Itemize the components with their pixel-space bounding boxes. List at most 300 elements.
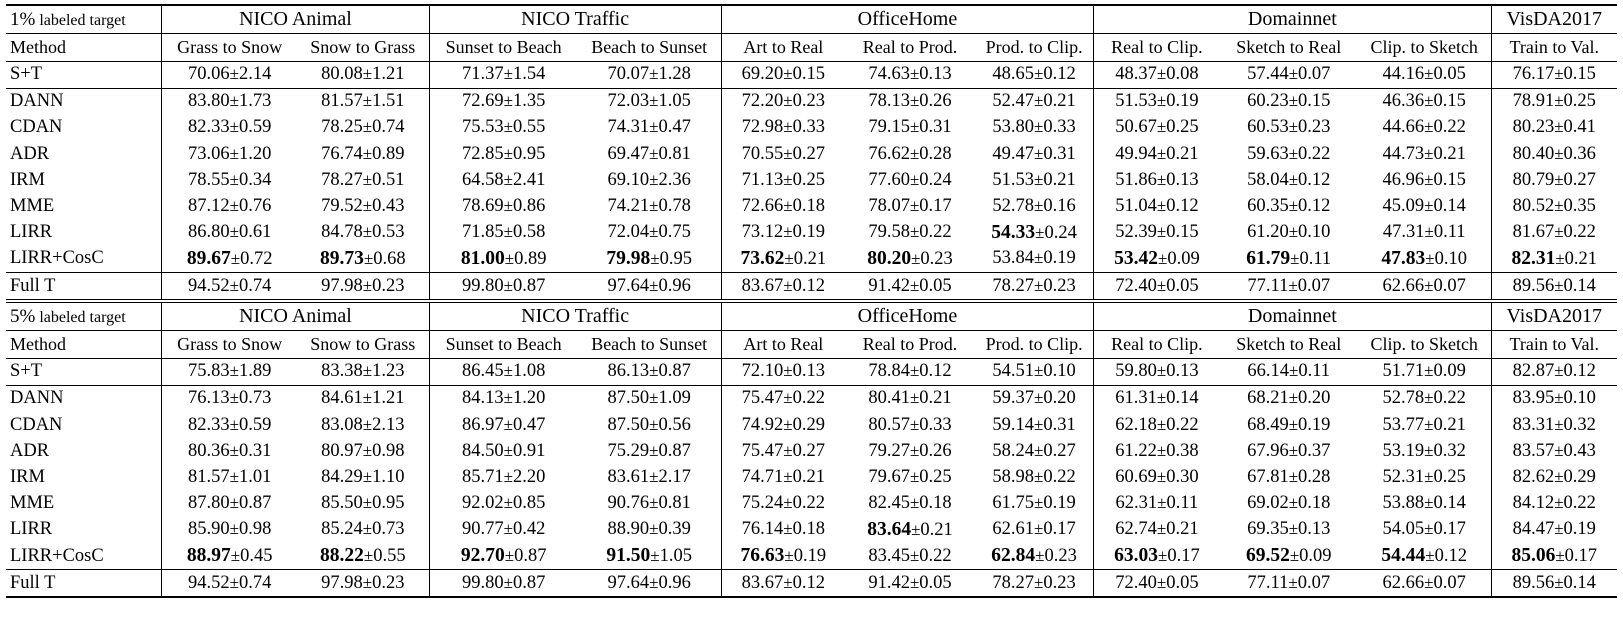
mean-value: 76.14 xyxy=(741,519,784,540)
mean-value: 75.47 xyxy=(741,388,784,409)
result-cell xyxy=(162,412,297,438)
plus-minus-sign: ± xyxy=(230,546,241,566)
plus-minus-sign: ± xyxy=(649,493,659,513)
std-value: 0.72 xyxy=(240,248,273,269)
std-value: 0.22 xyxy=(1433,117,1466,138)
std-value: 0.28 xyxy=(919,143,952,164)
result-cell xyxy=(1220,115,1358,141)
std-value: 1.05 xyxy=(658,91,691,112)
column-header: Beach to Sunset xyxy=(578,331,721,359)
plus-minus-sign: ± xyxy=(650,546,660,566)
std-value: 1.35 xyxy=(512,91,546,112)
mean-value: 84.13 xyxy=(461,388,504,409)
result-cell xyxy=(578,115,721,141)
std-value: 0.24 xyxy=(1044,222,1077,243)
plus-minus-sign: ± xyxy=(649,467,659,487)
result-cell xyxy=(297,543,429,570)
result-cell xyxy=(429,412,578,438)
std-value: 0.87 xyxy=(238,493,272,514)
result-cell xyxy=(975,115,1094,141)
result-cell xyxy=(162,543,297,570)
result-cell xyxy=(162,491,297,517)
std-value: 0.05 xyxy=(1433,64,1466,85)
result-cell xyxy=(297,88,429,115)
result-cell xyxy=(1220,193,1358,219)
result-cell xyxy=(578,358,721,385)
mean-value: 91.42 xyxy=(868,275,910,296)
std-value: 0.23 xyxy=(1043,275,1076,296)
mean-value: 54.05 xyxy=(1382,519,1425,540)
mean-value: 86.45 xyxy=(461,361,504,382)
plus-minus-sign: ± xyxy=(783,169,793,189)
std-value: 0.19 xyxy=(1043,493,1076,514)
result-cell xyxy=(578,220,721,246)
result-cell xyxy=(578,193,721,219)
std-value: 0.27 xyxy=(792,440,825,461)
mean-value: 62.61 xyxy=(992,519,1035,540)
plus-minus-sign: ± xyxy=(783,519,793,539)
std-value: 0.73 xyxy=(372,519,405,540)
std-value: 0.61 xyxy=(238,222,272,243)
mean-value: 83.67 xyxy=(741,572,784,593)
mean-value: 74.63 xyxy=(868,64,910,85)
mean-value: 80.79 xyxy=(1512,169,1555,190)
mean-value: 60.69 xyxy=(1115,467,1157,488)
column-header: Prod. to Clip. xyxy=(975,331,1094,359)
std-value: 0.98 xyxy=(238,519,272,540)
result-cell xyxy=(1220,543,1358,570)
std-value: 0.14 xyxy=(1433,196,1466,217)
mean-value: 83.80 xyxy=(188,91,230,112)
plus-minus-sign: ± xyxy=(362,222,373,242)
result-cell xyxy=(162,385,297,412)
plus-minus-sign: ± xyxy=(1555,546,1565,566)
plus-minus-sign: ± xyxy=(1555,248,1565,268)
mean-value: 61.79 xyxy=(1246,247,1291,269)
result-cell xyxy=(1491,570,1617,598)
plus-minus-sign: ± xyxy=(783,143,793,163)
plus-minus-sign: ± xyxy=(1034,143,1044,163)
std-value: 0.26 xyxy=(919,440,952,461)
result-cell xyxy=(429,220,578,246)
std-value: 0.21 xyxy=(1166,143,1199,164)
mean-value: 72.10 xyxy=(741,361,784,382)
plus-minus-sign: ± xyxy=(1554,467,1564,487)
plus-minus-sign: ± xyxy=(649,275,659,295)
result-cell xyxy=(1358,412,1491,438)
mean-value: 90.77 xyxy=(461,519,504,540)
plus-minus-sign: ± xyxy=(1034,196,1044,216)
mean-value: 52.78 xyxy=(1382,388,1425,409)
mean-value: 45.09 xyxy=(1382,196,1425,217)
result-cell xyxy=(429,570,578,598)
plus-minus-sign: ± xyxy=(1288,222,1299,242)
result-cell xyxy=(429,273,578,302)
std-value: 0.05 xyxy=(919,572,952,593)
method-name: ADR xyxy=(10,440,50,461)
mean-value: 71.85 xyxy=(461,222,504,243)
mean-value: 85.50 xyxy=(321,493,363,514)
table-label xyxy=(6,301,162,331)
plus-minus-sign: ± xyxy=(649,361,659,381)
plus-minus-sign: ± xyxy=(1034,572,1044,592)
plus-minus-sign: ± xyxy=(649,414,659,434)
result-cell xyxy=(1220,570,1358,598)
plus-minus-sign: ± xyxy=(362,64,373,84)
std-value: 0.22 xyxy=(1433,388,1466,409)
std-value: 0.25 xyxy=(1166,117,1199,138)
result-cell xyxy=(845,543,975,570)
result-cell xyxy=(975,570,1094,598)
mean-value: 69.52 xyxy=(1245,545,1290,567)
result-cell xyxy=(845,273,975,302)
result-cell xyxy=(1358,385,1491,412)
std-value: 0.15 xyxy=(1298,91,1331,112)
result-cell xyxy=(578,273,721,302)
std-value: 0.36 xyxy=(1563,143,1596,164)
result-cell xyxy=(1358,543,1491,570)
result-cell xyxy=(975,517,1094,543)
plus-minus-sign: ± xyxy=(783,388,793,408)
mean-value: 66.14 xyxy=(1247,361,1290,382)
mean-value: 64.58 xyxy=(461,169,504,190)
std-value: 0.35 xyxy=(1563,196,1596,217)
std-value: 1.20 xyxy=(512,388,546,409)
plus-minus-sign: ± xyxy=(909,222,920,242)
result-cell xyxy=(1220,517,1358,543)
result-cell xyxy=(297,167,429,193)
std-value: 0.21 xyxy=(1433,414,1466,435)
std-value: 0.11 xyxy=(1433,222,1466,243)
result-cell xyxy=(1491,220,1617,246)
table-row xyxy=(6,570,1617,598)
result-cell xyxy=(721,517,845,543)
std-value: 1.09 xyxy=(658,388,691,409)
plus-minus-sign: ± xyxy=(1554,64,1564,84)
std-value: 0.23 xyxy=(920,248,953,269)
std-value: 1.23 xyxy=(372,361,405,382)
mean-value: 85.24 xyxy=(321,519,363,540)
plus-minus-sign: ± xyxy=(1288,275,1298,295)
plus-minus-sign: ± xyxy=(1288,169,1299,189)
label-text: labeled target xyxy=(35,12,126,29)
std-value: 0.07 xyxy=(1298,64,1331,85)
result-cell xyxy=(1220,491,1358,517)
std-value: 0.14 xyxy=(1563,572,1596,593)
table-row xyxy=(6,167,1617,193)
plus-minus-sign: ± xyxy=(1424,169,1434,189)
plus-minus-sign: ± xyxy=(1157,546,1168,566)
plus-minus-sign: ± xyxy=(1035,546,1045,566)
std-value: 1.08 xyxy=(512,361,546,382)
mean-value: 92.70 xyxy=(460,545,505,567)
plus-minus-sign: ± xyxy=(784,546,794,566)
mean-value: 72.69 xyxy=(461,91,504,112)
table-row xyxy=(6,385,1617,412)
result-cell xyxy=(721,167,845,193)
std-value: 0.10 xyxy=(1298,222,1331,243)
std-value: 0.15 xyxy=(1433,169,1466,190)
std-value: 0.12 xyxy=(1043,64,1076,85)
std-value: 0.31 xyxy=(1043,414,1076,435)
std-value: 0.23 xyxy=(372,572,405,593)
mean-value: 57.44 xyxy=(1247,64,1289,85)
plus-minus-sign: ± xyxy=(1554,414,1564,434)
plus-minus-sign: ± xyxy=(363,248,374,268)
std-value: 0.19 xyxy=(792,222,825,243)
plus-minus-sign: ± xyxy=(363,546,374,566)
plus-minus-sign: ± xyxy=(362,91,373,111)
column-header-row xyxy=(6,331,1617,359)
mean-value: 83.45 xyxy=(868,545,910,566)
plus-minus-sign: ± xyxy=(1156,361,1167,381)
column-header: Prod. to Clip. xyxy=(975,34,1094,62)
std-value: 0.22 xyxy=(1563,493,1596,514)
mean-value: 82.45 xyxy=(868,493,910,514)
result-cell xyxy=(1094,438,1220,464)
std-value: 1.89 xyxy=(238,361,272,382)
plus-minus-sign: ± xyxy=(784,248,794,268)
method-header: Method xyxy=(6,331,162,359)
plus-minus-sign: ± xyxy=(783,361,793,381)
dataset-group-header: Domainnet xyxy=(1094,301,1491,331)
std-value: 0.22 xyxy=(792,388,825,409)
mean-value: 84.47 xyxy=(1512,519,1555,540)
plus-minus-sign: ± xyxy=(362,519,373,539)
mean-value: 51.04 xyxy=(1115,196,1157,217)
std-value: 0.19 xyxy=(1043,248,1076,269)
result-cell xyxy=(297,517,429,543)
plus-minus-sign: ± xyxy=(649,222,659,242)
std-value: 0.19 xyxy=(1166,91,1199,112)
mean-value: 51.53 xyxy=(1115,91,1157,112)
mean-value: 72.40 xyxy=(1115,275,1157,296)
std-value: 0.33 xyxy=(792,117,825,138)
result-cell xyxy=(162,141,297,167)
mean-value: 74.71 xyxy=(741,467,784,488)
mean-value: 81.57 xyxy=(321,91,363,112)
plus-minus-sign: ± xyxy=(362,169,373,189)
mean-value: 88.97 xyxy=(186,545,231,567)
std-value: 0.25 xyxy=(919,467,952,488)
result-cell xyxy=(162,517,297,543)
mean-value: 70.55 xyxy=(741,143,784,164)
std-value: 0.21 xyxy=(793,248,827,269)
mean-value: 69.10 xyxy=(607,169,650,190)
dataset-group-header: OfficeHome xyxy=(721,5,1094,34)
mean-value: 52.39 xyxy=(1115,222,1157,243)
plus-minus-sign: ± xyxy=(503,196,513,216)
result-cell xyxy=(578,464,721,490)
result-cell xyxy=(1094,273,1220,302)
plus-minus-sign: ± xyxy=(783,493,793,513)
mean-value: 84.78 xyxy=(321,222,363,243)
plus-minus-sign: ± xyxy=(1156,91,1167,111)
group-header-row xyxy=(6,5,1617,34)
result-cell xyxy=(429,115,578,141)
plus-minus-sign: ± xyxy=(1424,64,1434,84)
plus-minus-sign: ± xyxy=(1424,414,1434,434)
plus-minus-sign: ± xyxy=(503,388,513,408)
plus-minus-sign: ± xyxy=(1425,546,1435,566)
dataset-group-header: VisDA2017 xyxy=(1491,5,1617,34)
std-value: 2.13 xyxy=(372,414,405,435)
plus-minus-sign: ± xyxy=(503,440,513,460)
plus-minus-sign: ± xyxy=(229,169,239,189)
plus-minus-sign: ± xyxy=(649,117,659,137)
std-value: 0.09 xyxy=(1433,361,1466,382)
mean-value: 78.69 xyxy=(461,196,504,217)
mean-value: 84.29 xyxy=(321,467,363,488)
plus-minus-sign: ± xyxy=(911,519,921,539)
result-cell xyxy=(1220,464,1358,490)
result-cell xyxy=(578,246,721,273)
plus-minus-sign: ± xyxy=(909,196,920,216)
result-cell xyxy=(429,88,578,115)
std-value: 0.17 xyxy=(1564,546,1598,567)
mean-value: 59.14 xyxy=(992,414,1035,435)
mean-value: 61.75 xyxy=(992,493,1035,514)
mean-value: 86.80 xyxy=(188,222,230,243)
plus-minus-sign: ± xyxy=(1554,91,1564,111)
result-cell xyxy=(845,385,975,412)
std-value: 0.55 xyxy=(373,546,406,567)
result-cell xyxy=(1220,88,1358,115)
result-cell xyxy=(1094,193,1220,219)
column-header: Train to Val. xyxy=(1491,34,1617,62)
results-tables xyxy=(6,4,1617,598)
mean-value: 70.06 xyxy=(188,64,230,85)
std-value: 0.09 xyxy=(1167,248,1200,269)
std-value: 0.87 xyxy=(658,440,691,461)
column-header: Sketch to Real xyxy=(1220,331,1358,359)
plus-minus-sign: ± xyxy=(503,222,513,242)
std-value: 0.12 xyxy=(1298,196,1331,217)
plus-minus-sign: ± xyxy=(909,361,920,381)
std-value: 0.12 xyxy=(1434,546,1467,567)
mean-value: 80.41 xyxy=(868,388,910,409)
plus-minus-sign: ± xyxy=(1554,440,1564,460)
mean-value: 79.15 xyxy=(868,117,910,138)
method-name: DANN xyxy=(6,88,162,115)
plus-minus-sign: ± xyxy=(503,467,513,487)
mean-value: 78.07 xyxy=(868,196,910,217)
plus-minus-sign: ± xyxy=(1288,64,1299,84)
std-value: 0.22 xyxy=(792,493,825,514)
mean-value: 49.94 xyxy=(1115,143,1157,164)
std-value: 0.85 xyxy=(512,493,546,514)
mean-value: 77.60 xyxy=(868,169,910,190)
mean-value: 87.12 xyxy=(188,196,230,217)
std-value: 0.23 xyxy=(792,91,825,112)
mean-value: 82.87 xyxy=(1512,361,1555,382)
result-cell xyxy=(297,570,429,598)
table-row xyxy=(6,115,1617,141)
plus-minus-sign: ± xyxy=(1288,467,1299,487)
column-header: Sunset to Beach xyxy=(429,331,578,359)
mean-value: 83.67 xyxy=(741,275,784,296)
result-cell xyxy=(297,358,429,385)
method-name: IRM xyxy=(10,467,45,488)
result-cell xyxy=(1491,273,1617,302)
mean-value: 84.12 xyxy=(1512,493,1555,514)
result-cell xyxy=(578,438,721,464)
result-cell xyxy=(721,358,845,385)
result-cell xyxy=(1358,438,1491,464)
mean-value: 68.21 xyxy=(1247,388,1289,409)
plus-minus-sign: ± xyxy=(1034,388,1044,408)
result-cell xyxy=(162,438,297,464)
std-value: 0.05 xyxy=(1166,275,1199,296)
mean-value: 87.50 xyxy=(607,414,650,435)
std-value: 0.11 xyxy=(1166,493,1199,514)
mean-value: 82.33 xyxy=(188,414,230,435)
mean-value: 50.67 xyxy=(1115,117,1157,138)
plus-minus-sign: ± xyxy=(229,91,239,111)
plus-minus-sign: ± xyxy=(1156,196,1167,216)
std-value: 0.05 xyxy=(919,275,952,296)
plus-minus-sign: ± xyxy=(911,248,921,268)
result-cell xyxy=(162,193,297,219)
plus-minus-sign: ± xyxy=(1156,143,1167,163)
std-value: 0.87 xyxy=(512,275,546,296)
mean-value: 97.98 xyxy=(321,572,363,593)
std-value: 0.21 xyxy=(920,519,953,540)
result-cell xyxy=(1358,88,1491,115)
result-cell xyxy=(845,358,975,385)
result-cell xyxy=(845,61,975,88)
mean-value: 59.63 xyxy=(1247,143,1289,164)
plus-minus-sign: ± xyxy=(909,169,920,189)
plus-minus-sign: ± xyxy=(783,196,793,216)
std-value: 0.12 xyxy=(1563,361,1596,382)
result-cell xyxy=(1094,61,1220,88)
std-value: 0.23 xyxy=(1044,546,1077,567)
std-value: 0.78 xyxy=(658,196,691,217)
std-value: 0.16 xyxy=(1043,196,1076,217)
plus-minus-sign: ± xyxy=(229,196,239,216)
mean-value: 84.61 xyxy=(321,388,363,409)
plus-minus-sign: ± xyxy=(1288,388,1299,408)
plus-minus-sign: ± xyxy=(503,572,513,592)
mean-value: 84.50 xyxy=(461,440,504,461)
result-cell xyxy=(162,246,297,273)
mean-value: 72.40 xyxy=(1115,572,1157,593)
std-value: 0.59 xyxy=(238,414,272,435)
result-cell xyxy=(1491,167,1617,193)
mean-value: 53.42 xyxy=(1114,247,1158,269)
result-cell xyxy=(1358,115,1491,141)
result-cell xyxy=(1491,412,1617,438)
mean-value: 85.06 xyxy=(1511,545,1556,567)
std-value: 0.17 xyxy=(1167,546,1200,567)
result-cell xyxy=(975,438,1094,464)
column-header: Clip. to Sketch xyxy=(1358,34,1491,62)
result-cell xyxy=(721,438,845,464)
plus-minus-sign: ± xyxy=(1156,275,1167,295)
std-value: 0.13 xyxy=(919,64,952,85)
std-value: 0.07 xyxy=(1297,572,1331,593)
result-cell xyxy=(578,385,721,412)
result-cell xyxy=(1220,358,1358,385)
std-value: 0.89 xyxy=(514,248,547,269)
std-value: 0.21 xyxy=(1166,519,1199,540)
mean-value: 76.13 xyxy=(188,388,230,409)
std-value: 0.31 xyxy=(919,117,952,138)
std-value: 0.56 xyxy=(658,414,691,435)
plus-minus-sign: ± xyxy=(783,64,793,84)
std-value: 2.41 xyxy=(512,169,546,190)
